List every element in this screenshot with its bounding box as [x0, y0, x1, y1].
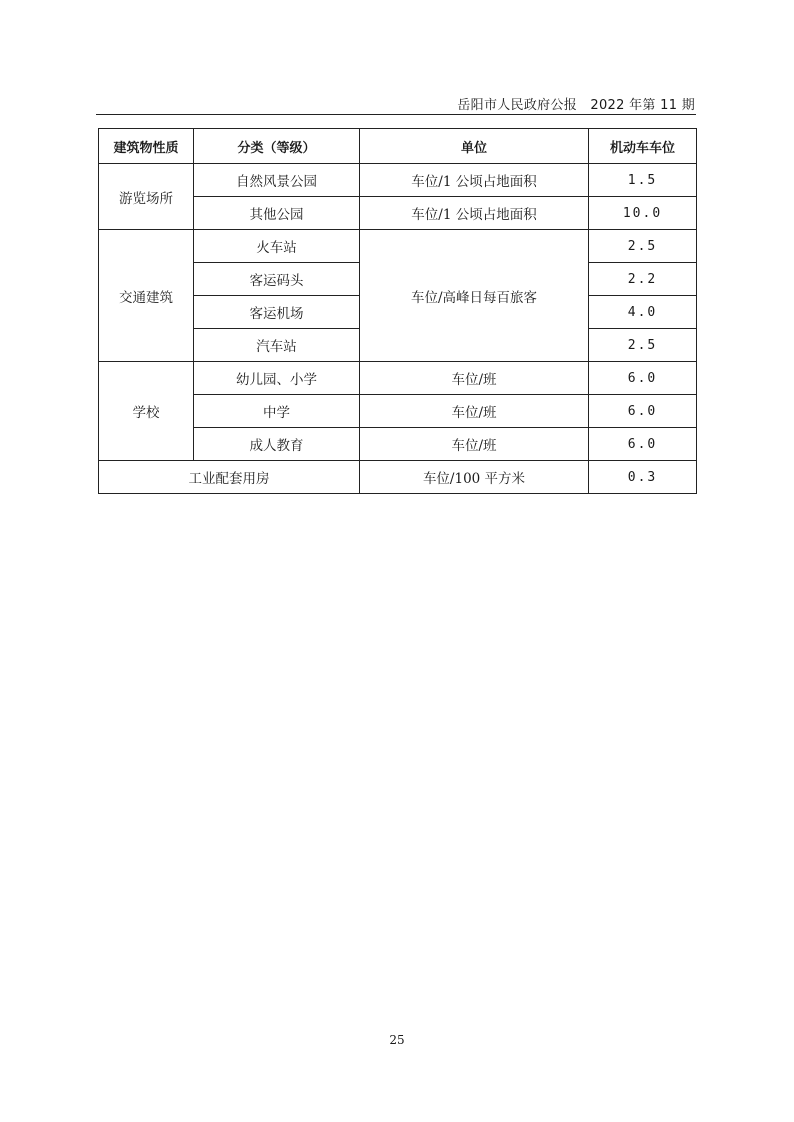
category-cell: 幼儿园、小学: [194, 362, 360, 395]
nature-cell: 交通建筑: [99, 230, 194, 362]
page-header: [457, 94, 695, 113]
nature-cell: 游览场所: [99, 164, 194, 230]
category-cell: 火车站: [194, 230, 360, 263]
category-cell: 汽车站: [194, 329, 360, 362]
unit-cell: 车位/1 公顷占地面积: [360, 164, 589, 197]
parking-value-cell: 6.0: [589, 428, 697, 461]
unit-cell: 车位/班: [360, 362, 589, 395]
header-rule: [96, 114, 696, 115]
category-cell: 客运码头: [194, 263, 360, 296]
table-header-row: [99, 129, 697, 164]
category-cell: 自然风景公园: [194, 164, 360, 197]
parking-value-cell: 6.0: [589, 395, 697, 428]
column-header-category: 分类（等级）: [194, 129, 360, 164]
parking-value-cell: 6.0: [589, 362, 697, 395]
category-cell: 成人教育: [194, 428, 360, 461]
nature-cell: 学校: [99, 362, 194, 461]
column-header-nature: 建筑物性质: [99, 129, 194, 164]
unit-cell: 车位/1 公顷占地面积: [360, 197, 589, 230]
unit-cell: 车位/班: [360, 428, 589, 461]
parking-value-cell: 0.3: [589, 461, 697, 494]
issue-number: 2022 年第 11 期: [590, 98, 695, 113]
parking-value-cell: 2.5: [589, 329, 697, 362]
table-row: [99, 461, 697, 494]
category-cell: 其他公园: [194, 197, 360, 230]
industrial-label-cell: 工业配套用房: [99, 461, 360, 494]
category-cell: 客运机场: [194, 296, 360, 329]
table-row: [99, 362, 697, 395]
unit-cell: 车位/高峰日每百旅客: [360, 230, 589, 362]
publication-name: 岳阳市人民政府公报: [457, 98, 578, 113]
parking-value-cell: 2.2: [589, 263, 697, 296]
table-row: [99, 164, 697, 197]
parking-standards-table: [98, 128, 697, 494]
column-header-parking: 机动车车位: [589, 129, 697, 164]
page-number: 25: [389, 1033, 405, 1047]
parking-value-cell: 1.5: [589, 164, 697, 197]
table-row: [99, 230, 697, 263]
unit-cell: 车位/班: [360, 395, 589, 428]
parking-value-cell: 4.0: [589, 296, 697, 329]
category-cell: 中学: [194, 395, 360, 428]
column-header-unit: 单位: [360, 129, 589, 164]
parking-value-cell: 2.5: [589, 230, 697, 263]
unit-cell: 车位/100 平方米: [360, 461, 589, 494]
parking-value-cell: 10.0: [589, 197, 697, 230]
